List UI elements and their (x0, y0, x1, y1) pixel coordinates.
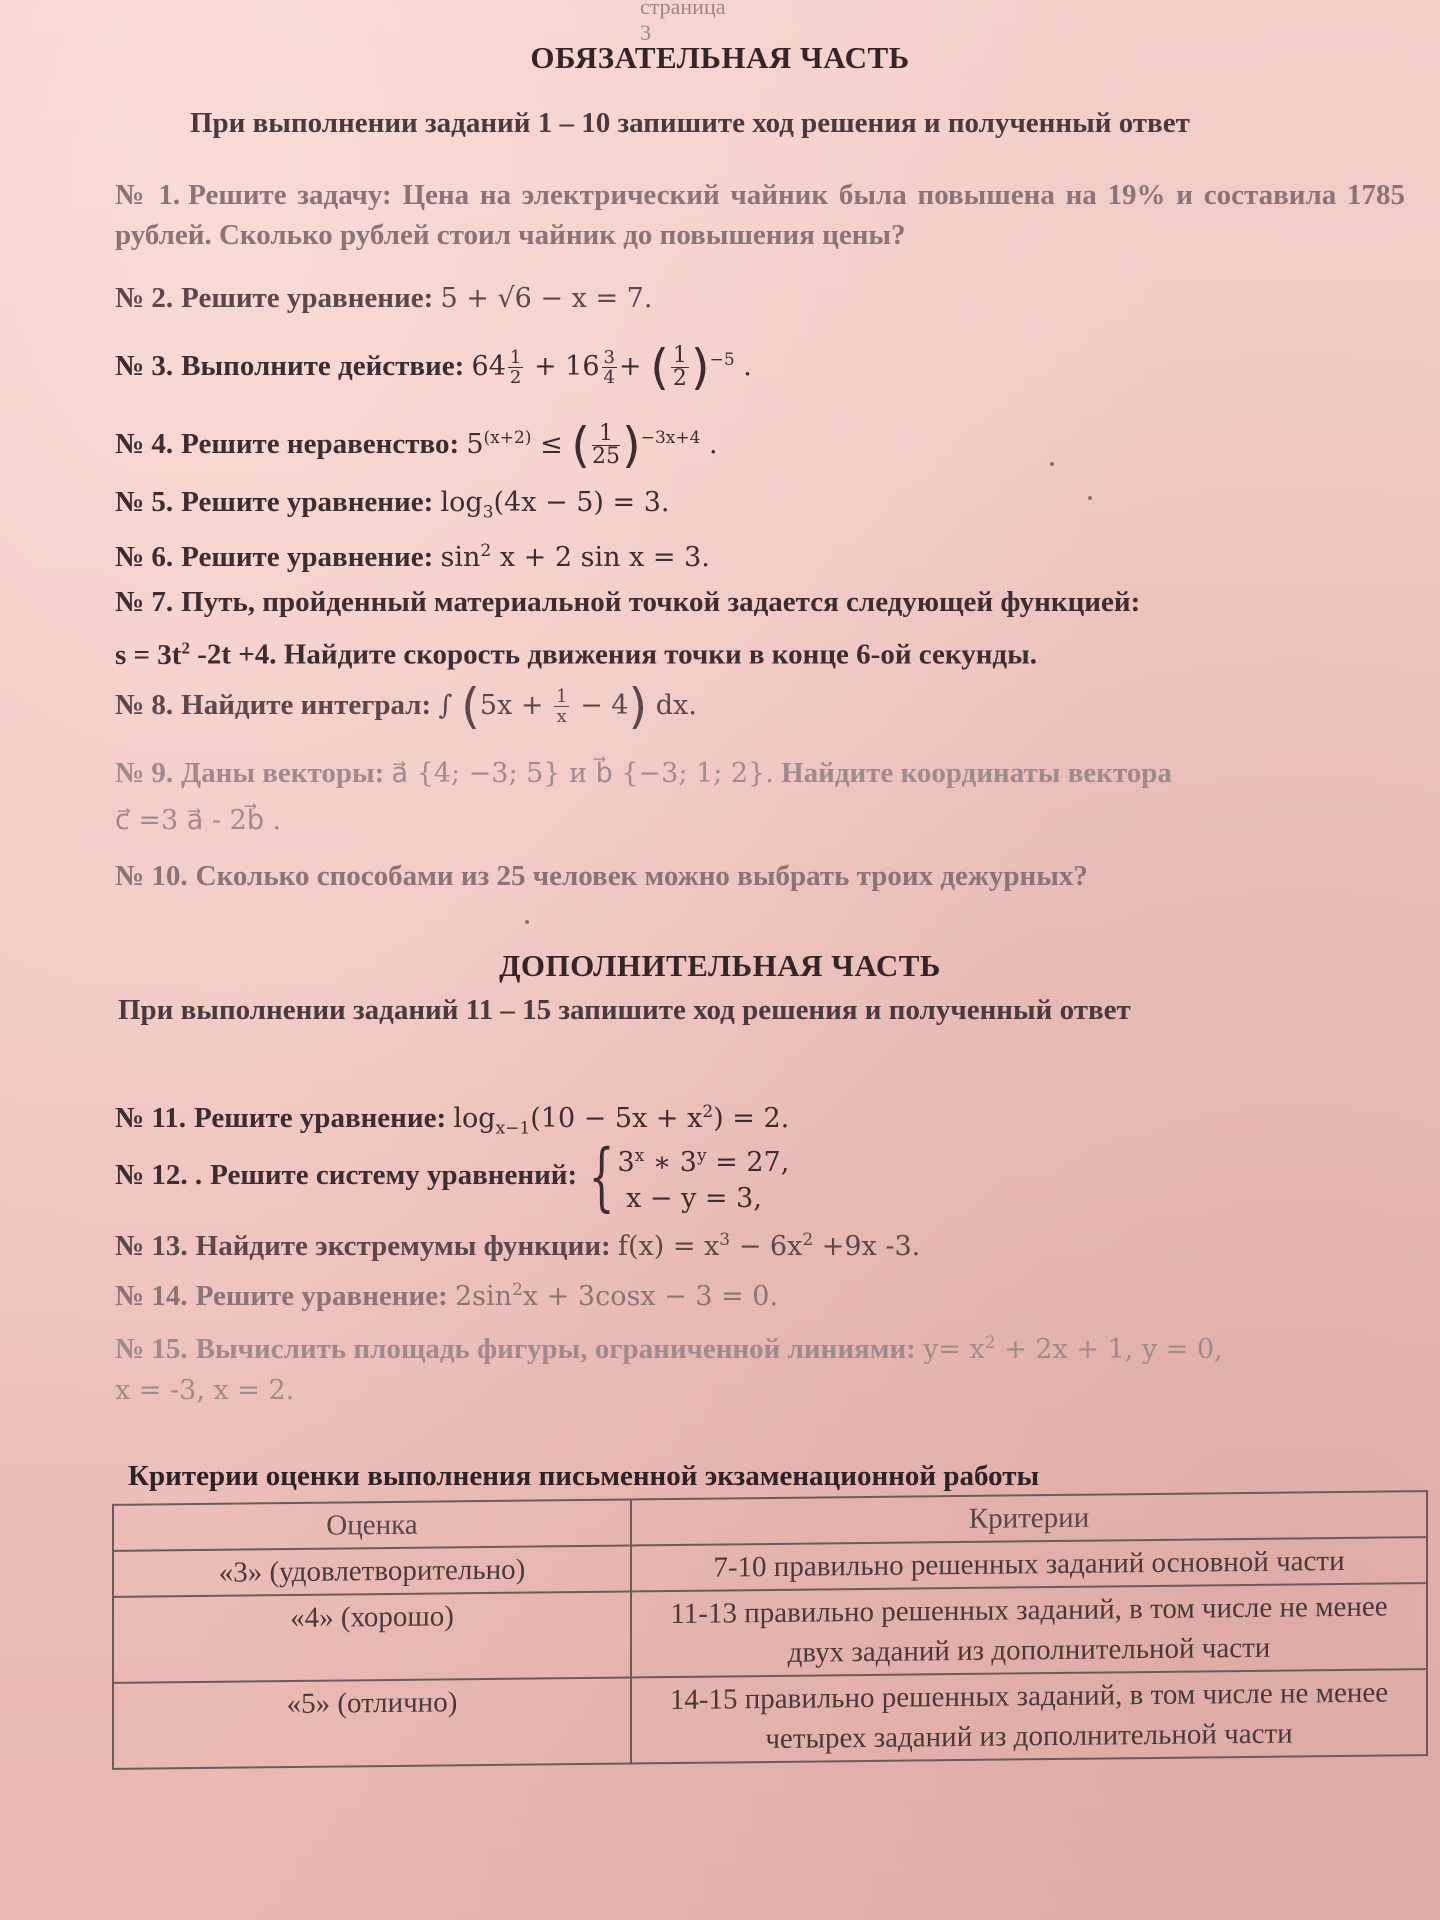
task-2-equation: 5 + √6 − x = 7. (440, 283, 653, 314)
task-5-equation: $\log_3(4x - 5) = 3$. (440, 487, 670, 523)
task-9 (115, 753, 1405, 794)
task-3-expression: 64 $\frac{1}{2}$ + 16 $\frac{3}{4}$ + ( $\frac{1}{2}$ )$^{-5}$ . (471, 339, 752, 396)
task-15-line-2 (115, 1370, 1405, 1411)
task-text-continued: Найдите координаты вектора (781, 757, 1172, 789)
table-row (113, 1669, 1427, 1769)
task-15-lines: $y= x^2 + 2x + 1$, y = 0, (923, 1333, 1223, 1365)
task-text: Решите неравенство: (181, 428, 460, 460)
task-12-system: 3$^x$ ∗ $3^y = 27$, x − y = 3, (617, 1145, 790, 1214)
task-6-equation: $\sin^2 x + 2$ sin x = 3. (440, 541, 710, 573)
mandatory-part-title: ОБЯЗАТЕЛЬНАЯ ЧАСТЬ (530, 40, 910, 75)
task-text: Решите уравнение: (181, 486, 434, 518)
task-text: Вычислить площадь фигуры, ограниченной линиями: (195, 1333, 916, 1365)
task-number: № 12. . (115, 1159, 203, 1191)
task-text: Сколько способами из 25 человек можно выбрать троих дежурных? (195, 860, 1088, 892)
task-6 (115, 531, 1405, 578)
header-grade: Оценка (113, 1499, 631, 1550)
task-14-equation: $2\sin^2x + 3\cos x - 3 = 0$. (455, 1280, 779, 1312)
task-text: Решите задачу: Цена на электрический чайник была повышена на 19% и составила 1785 рублей. Сколько рублей стоил чайник до повышения цены? (115, 179, 1405, 251)
task-8-integral: ∫ (5x + $\frac{1}{x}$ − 4) dx. (438, 678, 697, 735)
task-number: № 13. (115, 1230, 188, 1262)
paper-speck (525, 920, 529, 924)
task-text: Путь, пройденный материальной точкой задается следующей функцией: (181, 586, 1141, 618)
task-number: № 6. (115, 541, 174, 573)
task-number: № 3. (115, 350, 174, 382)
header-criteria: Критерии (631, 1491, 1427, 1545)
task-number: № 10. (115, 860, 188, 892)
grade-cell: «5» (отлично) (113, 1677, 631, 1768)
task-3 (115, 339, 1405, 396)
task-number: № 14. (115, 1280, 188, 1312)
task-number: № 5. (115, 486, 174, 518)
task-text-continued: -2t +4. Найдите скорость движения точки в конце 6-ой секунды. (197, 638, 1037, 671)
task-text: Решите уравнение: (195, 1280, 448, 1312)
criterion-cell: 11-13 правильно решенных заданий, в том числе не менее двух заданий из дополнительной части (631, 1583, 1427, 1677)
task-9-line-2 (115, 800, 1405, 841)
task-number: № 2. (115, 282, 174, 314)
task-number: № 7. (115, 586, 174, 618)
system-brace: { (589, 1134, 615, 1221)
task-text: Найдите интеграл: (181, 689, 432, 721)
task-4-inequality: $5^{(x+2)}$ ≤ ( $\frac{1}{25}$ )$^{-3x+4}$ . (466, 417, 718, 474)
task-text: Найдите экстремумы функции: (195, 1230, 611, 1262)
task-13-function: $f(x) = x^3 - 6x^2 +9x$ -3. (617, 1230, 921, 1262)
paper-speck (1050, 462, 1054, 466)
task-text: Решите уравнение: (181, 282, 434, 314)
task-number: № 11. (115, 1102, 187, 1134)
criterion-cell: 14-15 правильно решенных заданий, в том числе не менее четырех заданий из дополнительной части (631, 1669, 1427, 1763)
task-number: № 1. (115, 179, 181, 211)
additional-part-title: ДОПОЛНИТЕЛЬНАЯ ЧАСТЬ (499, 948, 941, 983)
task-number: № 4. (115, 428, 174, 460)
task-text: Выполните действие: (181, 350, 465, 382)
task-5 (115, 482, 1405, 532)
table-row (113, 1583, 1427, 1683)
task-10 (115, 856, 1405, 896)
task-number: № 8. (115, 689, 174, 721)
task-2 (115, 278, 1405, 319)
grade-cell: «3» (удовлетворительно) (113, 1545, 631, 1596)
criterion-cell: 7-10 правильно решенных заданий основной части (631, 1537, 1427, 1591)
task-text: Решите уравнение: (181, 541, 434, 573)
task-15-bounds: x = -3, x = 2. (115, 1375, 295, 1406)
criteria-table (112, 1490, 1428, 1770)
paper-speck (1088, 496, 1092, 500)
task-text: Решите систему уравнений: (210, 1159, 578, 1191)
task-number: № 15. (115, 1333, 188, 1365)
task-number: № 9. (115, 757, 174, 789)
task-8 (115, 678, 1405, 735)
page-top-fragment: страница 3 (640, 0, 726, 45)
task-12 (115, 1134, 1405, 1221)
criteria-title: Критерии оценки выполнения письменной экзаменационной работы (128, 1460, 1040, 1492)
additional-instruction: При выполнении заданий 11 – 15 запишите ход решения и полученный ответ (118, 994, 1131, 1026)
grade-cell: «4» (хорошо) (113, 1591, 631, 1682)
mandatory-instruction: При выполнении заданий 1 – 10 запишите ход решения и полученный ответ (190, 107, 1190, 139)
task-15 (115, 1323, 1405, 1370)
task-text: Решите уравнение: (194, 1102, 447, 1134)
task-4 (115, 417, 1405, 474)
task-7 (115, 582, 1405, 622)
task-1 (115, 175, 1405, 255)
task-text: Даны векторы: (181, 757, 385, 789)
task-14 (115, 1270, 1405, 1317)
task-11-equation: $\log_{x-1}(10 - 5x + x^2) = 2$. (453, 1102, 790, 1139)
task-9-vectors: a⃗ {4; −3; 5} и b⃗ {−3; 1; 2}. (391, 758, 774, 789)
task-13 (115, 1220, 1405, 1267)
task-9-vector-c: c⃗ =3 a⃗ - 2b⃗ . (115, 805, 282, 836)
task-7-line-2: $s = 3t^2$ -2t +4. Найдите скорость движения точки в конце 6-ой секунды. (115, 638, 1037, 671)
